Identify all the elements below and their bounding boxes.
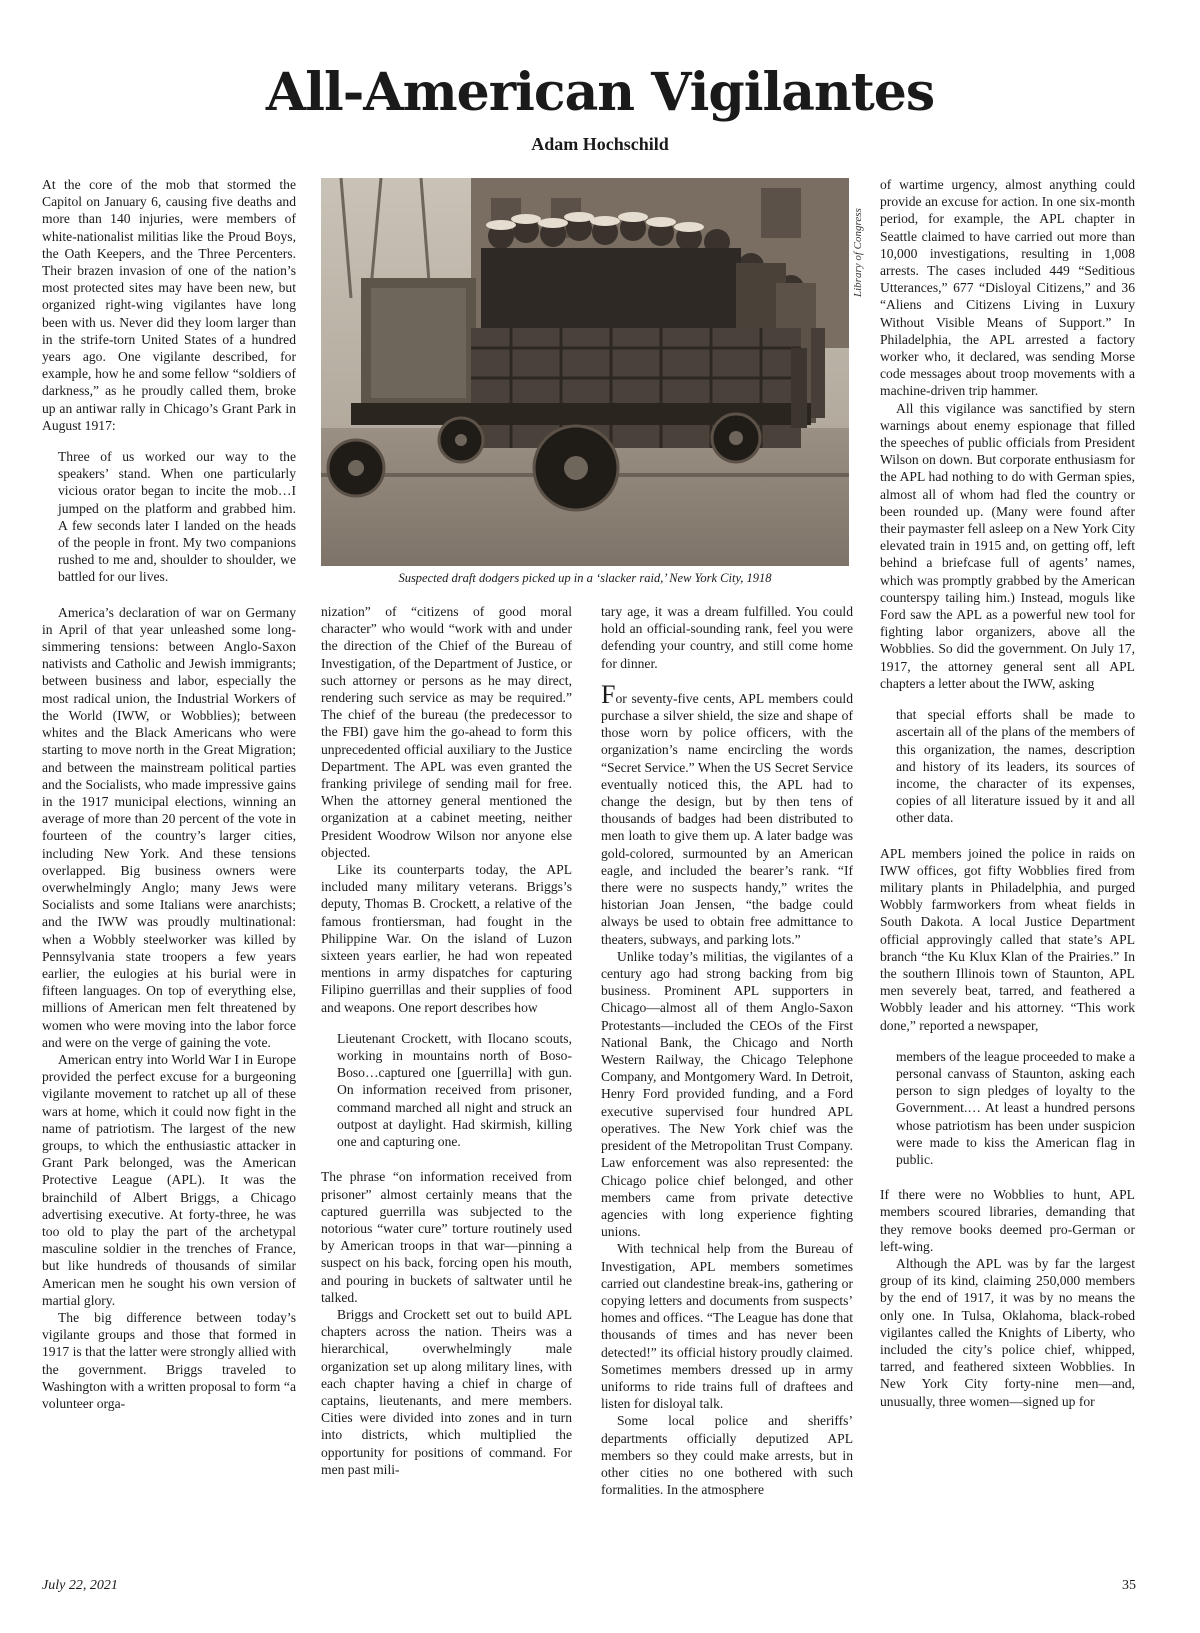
article-title: All-American Vigilantes [265,62,935,123]
paragraph: Like its counterparts today, the APL included many military veterans. Briggs’s deputy, Thomas B. Crockett, a relative of the famous frontiersman, had fought in the Philippine War. On the island of Luzon sixteen years earlier, he had won repeated mentions in army dispatches for capturing Filipino guerrillas and their supplies of food and weapons. One report describes how [321,862,572,1015]
block-quote [337,1030,572,1150]
quote-text: members of the league proceeded to make a personal canvass of Staunton, asking each person to sign pledges of loyalty to the Government.… At least a hundred persons whose patriotism has been under suspicion were made to kiss the American flag in public. [896,1048,1135,1167]
block-quote [896,706,1135,826]
quote-text: Lieutenant Crockett, with Ilocano scouts, working in mountains north of Boso-Boso…captured one [guerrilla] with gun. On information received from prisoner, command marched all night and struck an outpost at daylight. Had skirmish, killing one and capturing one. [337,1030,572,1150]
paragraph: American entry into World War I in Europe provided the perfect excuse for a burgeoning vigilante movement to ratchet up all of these wars at home, which it could now fight in the name of patriotism. The largest of the new groups, to which the enthusiastic attacker in Grant Park belonged, was the American Protective League (APL). It was the brainchild of Albert Briggs, a Chicago advertising executive. At forty-three, he was too old to play the part of the archetypal masculine soldier in the trenches of France, but like hundreds of thousands of similar American men he sought his own version of martial glory. [42,1051,296,1308]
truck-photo-illustration [321,178,849,566]
block-quote [896,1048,1135,1168]
paragraph: tary age, it was a dream fulfilled. You could hold an official-sounding rank, feel you were defending your country, and still come home for dinner. [601,604,853,671]
text-column-3 [601,603,853,1554]
text-column-4 [880,176,1135,1554]
paragraph: At the core of the mob that stormed the Capitol on January 6, causing five deaths and more than 140 injuries, were members of white-nationalist militias like the Proud Boys, the Oath Keepers, and the Three Percenters. Their brazen invasion of one of the nation’s most protected sites may have been new, but organized right-wing vigilantes have long been with us. Never did they loom larger than in the strife-torn United States of a hundred years ago. One vigilante described, for example, how he and some fellow “soldiers of darkness,” as he proudly called them, broke up an antiwar rally in Chicago’s Grant Park in August 1917: [42,177,296,433]
paragraph: Although the APL was by far the largest group of its kind, claiming 250,000 members by the end of 1917, it was by no means the only one. In Tulsa, Oklahoma, black-robed vigilantes called the Knights of Liberty, who included the city’s police chief, whipped, tarred, and feathered sixteen Wobblies. In New York City forty-nine men—and, unusually, three women—signed up for [880,1255,1135,1409]
quote-text: that special efforts shall be made to ascertain all of the plans of the members of this organization, the names, description and history of its leaders, its sources of income, the character of its expenses, copies of all literature issued by it and all other data. [896,707,1135,826]
quote-text: Three of us worked our way to the speakers’ stand. When one particularly vicious orator began to incite the mob…I jumped on the platform and grabbed him. A few seconds later I landed on the heads of the people in front. My two companions rushed to me and, shoulder to shoulder, we battled for our lives. [58,449,296,585]
page-number: 35 [1122,1578,1136,1593]
block-quote [58,448,296,586]
issue-date: July 22, 2021 [42,1578,118,1593]
paragraph: Unlike today’s militias, the vigilantes of a century ago had strong backing from big business. Prominent APL supporters in Chicago—almost all of them Anglo-Saxon Protestants—included the CEOs of the First National Bank, the Chicago and North Western Railway, the Chicago Telephone Company, and Montgomery Ward. In Detroit, Henry Ford provided funding, and a Ford executive supervised four hundred APL operatives. The New York chief was the president of the Metropolitan Trust Company. Law enforcement was also represented: the Chicago police chief belonged, and other members came from private detective agencies with long experience fighting unions. [601,948,853,1240]
paragraph: Briggs and Crockett set out to build APL chapters across the nation. Theirs was a hierarchical, overwhelmingly male organization set up along military lines, with each chapter having a chief in charge of captains, lieutenants, and mere members. Cities were divided into zones and in turn into districts, which multiplied the opportunity for positions of command. For men past mili- [321,1306,572,1477]
paragraph: nization” of “citizens of good moral character” who would “work with and under the direction of the Chief of the Bureau of Investigation, of the Department of Justice, or such attorney or persons as he may direct, rendering such service as may be required.” The chief of the bureau (the predecessor to the FBI) gave him the go-ahead to form this unprecedented official auxiliary to the Justice Department. The APL was even granted the franking privilege of sending mail for free. When the attorney general mentioned the organization at a cabinet meeting, neither President Woodrow Wilson nor anyone else objected. [321,604,572,860]
drop-cap: F [601,679,616,709]
paragraph: If there were no Wobblies to hunt, APL members scoured libraries, demanding that they remove books deemed pro-German or left-wing. [880,1187,1135,1254]
paragraph: APL members joined the police in raids on IWW offices, got fifty Wobblies fired from military plants in Philadelphia, and purged Wobbly farmworkers from wheat fields in South Dakota. A local Justice Department official approvingly called that state’s APL branch “the Ku Klux Klan of the Prairies.” In the southern Illinois town of Staunton, APL men severely beat, tarred, and feathered a Wobbly leader and his attorney. “This work done,” reported a newspaper, [880,845,1135,1033]
paragraph: The phrase “on information received from prisoner” almost certainly means that the captured guerrilla was subjected to the notorious “water cure” torture routinely used by American troops in that war—pinning a suspect on his back, forcing open his mouth, and pouring in buckets of saltwater until he talked. [321,1169,572,1305]
paragraph-with-dropcap [601,679,853,948]
historical-photo [321,178,849,566]
text-column-1 [42,176,296,1554]
photo-caption: Suspected draft dodgers picked up in a ‘slacker raid,’ New York City, 1918 [398,571,772,585]
author-byline: Adam Hochschild [531,134,669,154]
paragraph: The big difference between today’s vigilante groups and those that formed in 1917 is that the latter were strongly allied with the government. Briggs traveled to Washington with a written proposal to form “a volunteer orga- [42,1310,296,1412]
paragraph: America’s declaration of war on Germany in April of that year unleashed some long-simmering tensions: between Anglo-Saxon nativists and Catholic and Jewish immigrants; between business and labor, especially the most radical union, the Industrial Workers of the World (IWW, or Wobblies); between whites and the Black Americans who were starting to move north in the Great Migration; and between the mainstream political parties and the Socialists, who made impressive gains in the 1917 municipal elections, winning an average of more than 20 percent of the vote in fourteen of the country’s larger cities, including New York. And these tensions overlapped. Big business owners were overwhelmingly Anglo; many Jews were Socialists and some Italians were anarchists; and the IWW was proudly multinational: when a Wobbly steelworker was killed by Pennsylvania state troopers a few years earlier, the eulogies at his burial were in fifteen languages. On top of everything else, millions of American men felt threatened by women who were moving into the labor force and were on the verge of gaining the vote. [42,604,296,1050]
photo-credit: Library of Congress [852,208,864,298]
paragraph-text: or seventy-five cents, APL members could purchase a silver shield, the size and shape of those worn by police officers, with the organization’s name encircling the words “Secret Service.” When the US Secret Service eventually noticed this, the APL had to change the design, but by then tens of thousands of badges had been distributed to men loath to give them up. A later badge was gold-colored, surmounted by an American eagle, and included the bearer’s rank. “If there were no suspects handy,” writes the historian Joan Jensen, “the badge could always be used to obtain free admittance to theaters, subways, and parking lots.” [601,690,853,947]
text-column-2 [321,603,572,1554]
paragraph: All this vigilance was sanctified by stern warnings about enemy espionage that filled the speeches of public officials from President Wilson on down. But corporate enthusiasm for the APL had nothing to do with German spies, almost all of whom had fled the country or been rounded up. (Many were found after their paymaster fell asleep on a New York City elevated train in 1915 and, on getting off, left behind a briefcase full of agents’ names, which was promptly grabbed by the American counterspy tailing him.) Instead, moguls like Ford saw the APL as a powerful new tool for fighting labor organizers, above all the Wobblies. So did the government. On July 17, 1917, the attorney general sent all APL chapters a letter about the IWW, asking [880,400,1135,691]
paragraph: Some local police and sheriffs’ departments officially deputized APL members so they could make arrests, but in other cities no one bothered with such formalities. In the atmosphere [601,1413,853,1498]
paragraph: of wartime urgency, almost anything could provide an excuse for action. In one six-month period, for example, the APL chapter in Seattle claimed to have carried out more than 10,000 investigations, resulting in 1,008 arrests. The cases included 449 “Seditious Utterances,” 677 “Disloyal Citizens,” and 36 “Aliens and Citizens Living in Luxury Without Visible Means of Support.” In Philadelphia, the APL arrested a factory worker who, it declared, was sending Morse code messages about troop movements with a machine-driven trip hammer. [880,177,1135,399]
paragraph: With technical help from the Bureau of Investigation, APL members sometimes carried out clandestine break-ins, gathering or copying letters and documents from suspects’ homes and offices. “The League has done that thousands of times and has never been detected!” its official history proudly claimed. Sometimes members dressed up in army uniforms to ride trains full of draftees and listen for disloyal talk. [601,1241,853,1412]
